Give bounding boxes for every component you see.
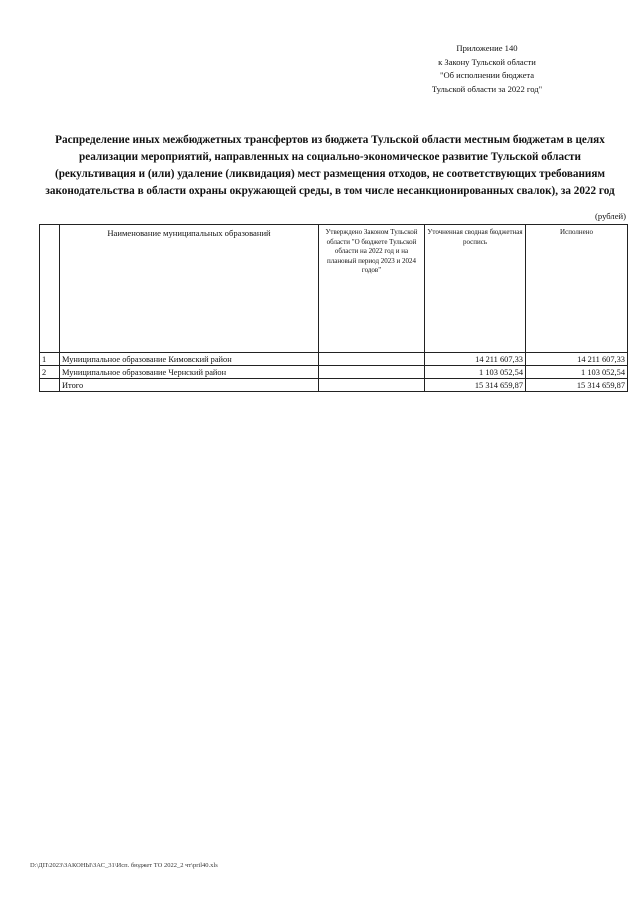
row-approved: [319, 353, 425, 366]
total-revised: 15 314 659,87: [425, 379, 526, 392]
header-name: Наименование муниципальных образований: [60, 225, 319, 353]
appendix-law-ref: к Закону Тульской области: [438, 56, 536, 67]
header-index: [40, 225, 60, 353]
row-name: Муниципальное образование Чернский район: [60, 366, 319, 379]
table-row: [40, 366, 628, 379]
total-name: Итого: [60, 379, 319, 392]
header-revised: Уточненная сводная бюджетная роспись: [425, 225, 526, 353]
file-path-footer: D:\ДП\2023\ЗАКОНЫ\ЗАС_31\Исп. бюджет ТО 2022_2 чт\pril40.xls: [30, 862, 218, 869]
row-index: 2: [40, 366, 60, 379]
total-executed: 15 314 659,87: [526, 379, 628, 392]
row-index: 1: [40, 353, 60, 366]
appendix-law-title-1: "Об исполнении бюджета: [439, 70, 535, 80]
units-label: (рублей): [595, 211, 626, 221]
row-revised: 14 211 607,33: [425, 353, 526, 366]
row-executed: 14 211 607,33: [526, 353, 628, 366]
total-approved: [319, 379, 425, 392]
appendix-law-title-2: Тульской области за 2022 год": [431, 83, 543, 94]
transfers-table: [39, 224, 628, 392]
row-name: Муниципальное образование Кимовский район: [60, 353, 319, 366]
table-header-row: [40, 225, 628, 353]
header-executed: Исполнено: [526, 225, 628, 353]
table-row: [40, 353, 628, 366]
row-revised: 1 103 052,54: [425, 366, 526, 379]
appendix-number: Приложение 140: [456, 43, 518, 53]
row-approved: [319, 366, 425, 379]
header-approved: Утверждено Законом Тульской области "О бюджете Тульской области на 2022 год и на плановый период 2023 и 2024 годов": [319, 225, 425, 353]
total-index: [40, 379, 60, 392]
table-total-row: [40, 379, 628, 392]
row-executed: 1 103 052,54: [526, 366, 628, 379]
document-title: Распределение иных межбюджетных трансфертов из бюджета Тульской области местным бюджетам в целях реализации мероприятий, направленных на социально-экономическое развитие Тульской области (рекультивация и (или) удаление (ликвидация) мест размещения отходов, не соответствующих требованиям законодательства в области охраны окружающей среды, в том числе несанкционированных свалок), за 2022 год: [45, 134, 615, 197]
appendix-caption: [392, 42, 582, 96]
